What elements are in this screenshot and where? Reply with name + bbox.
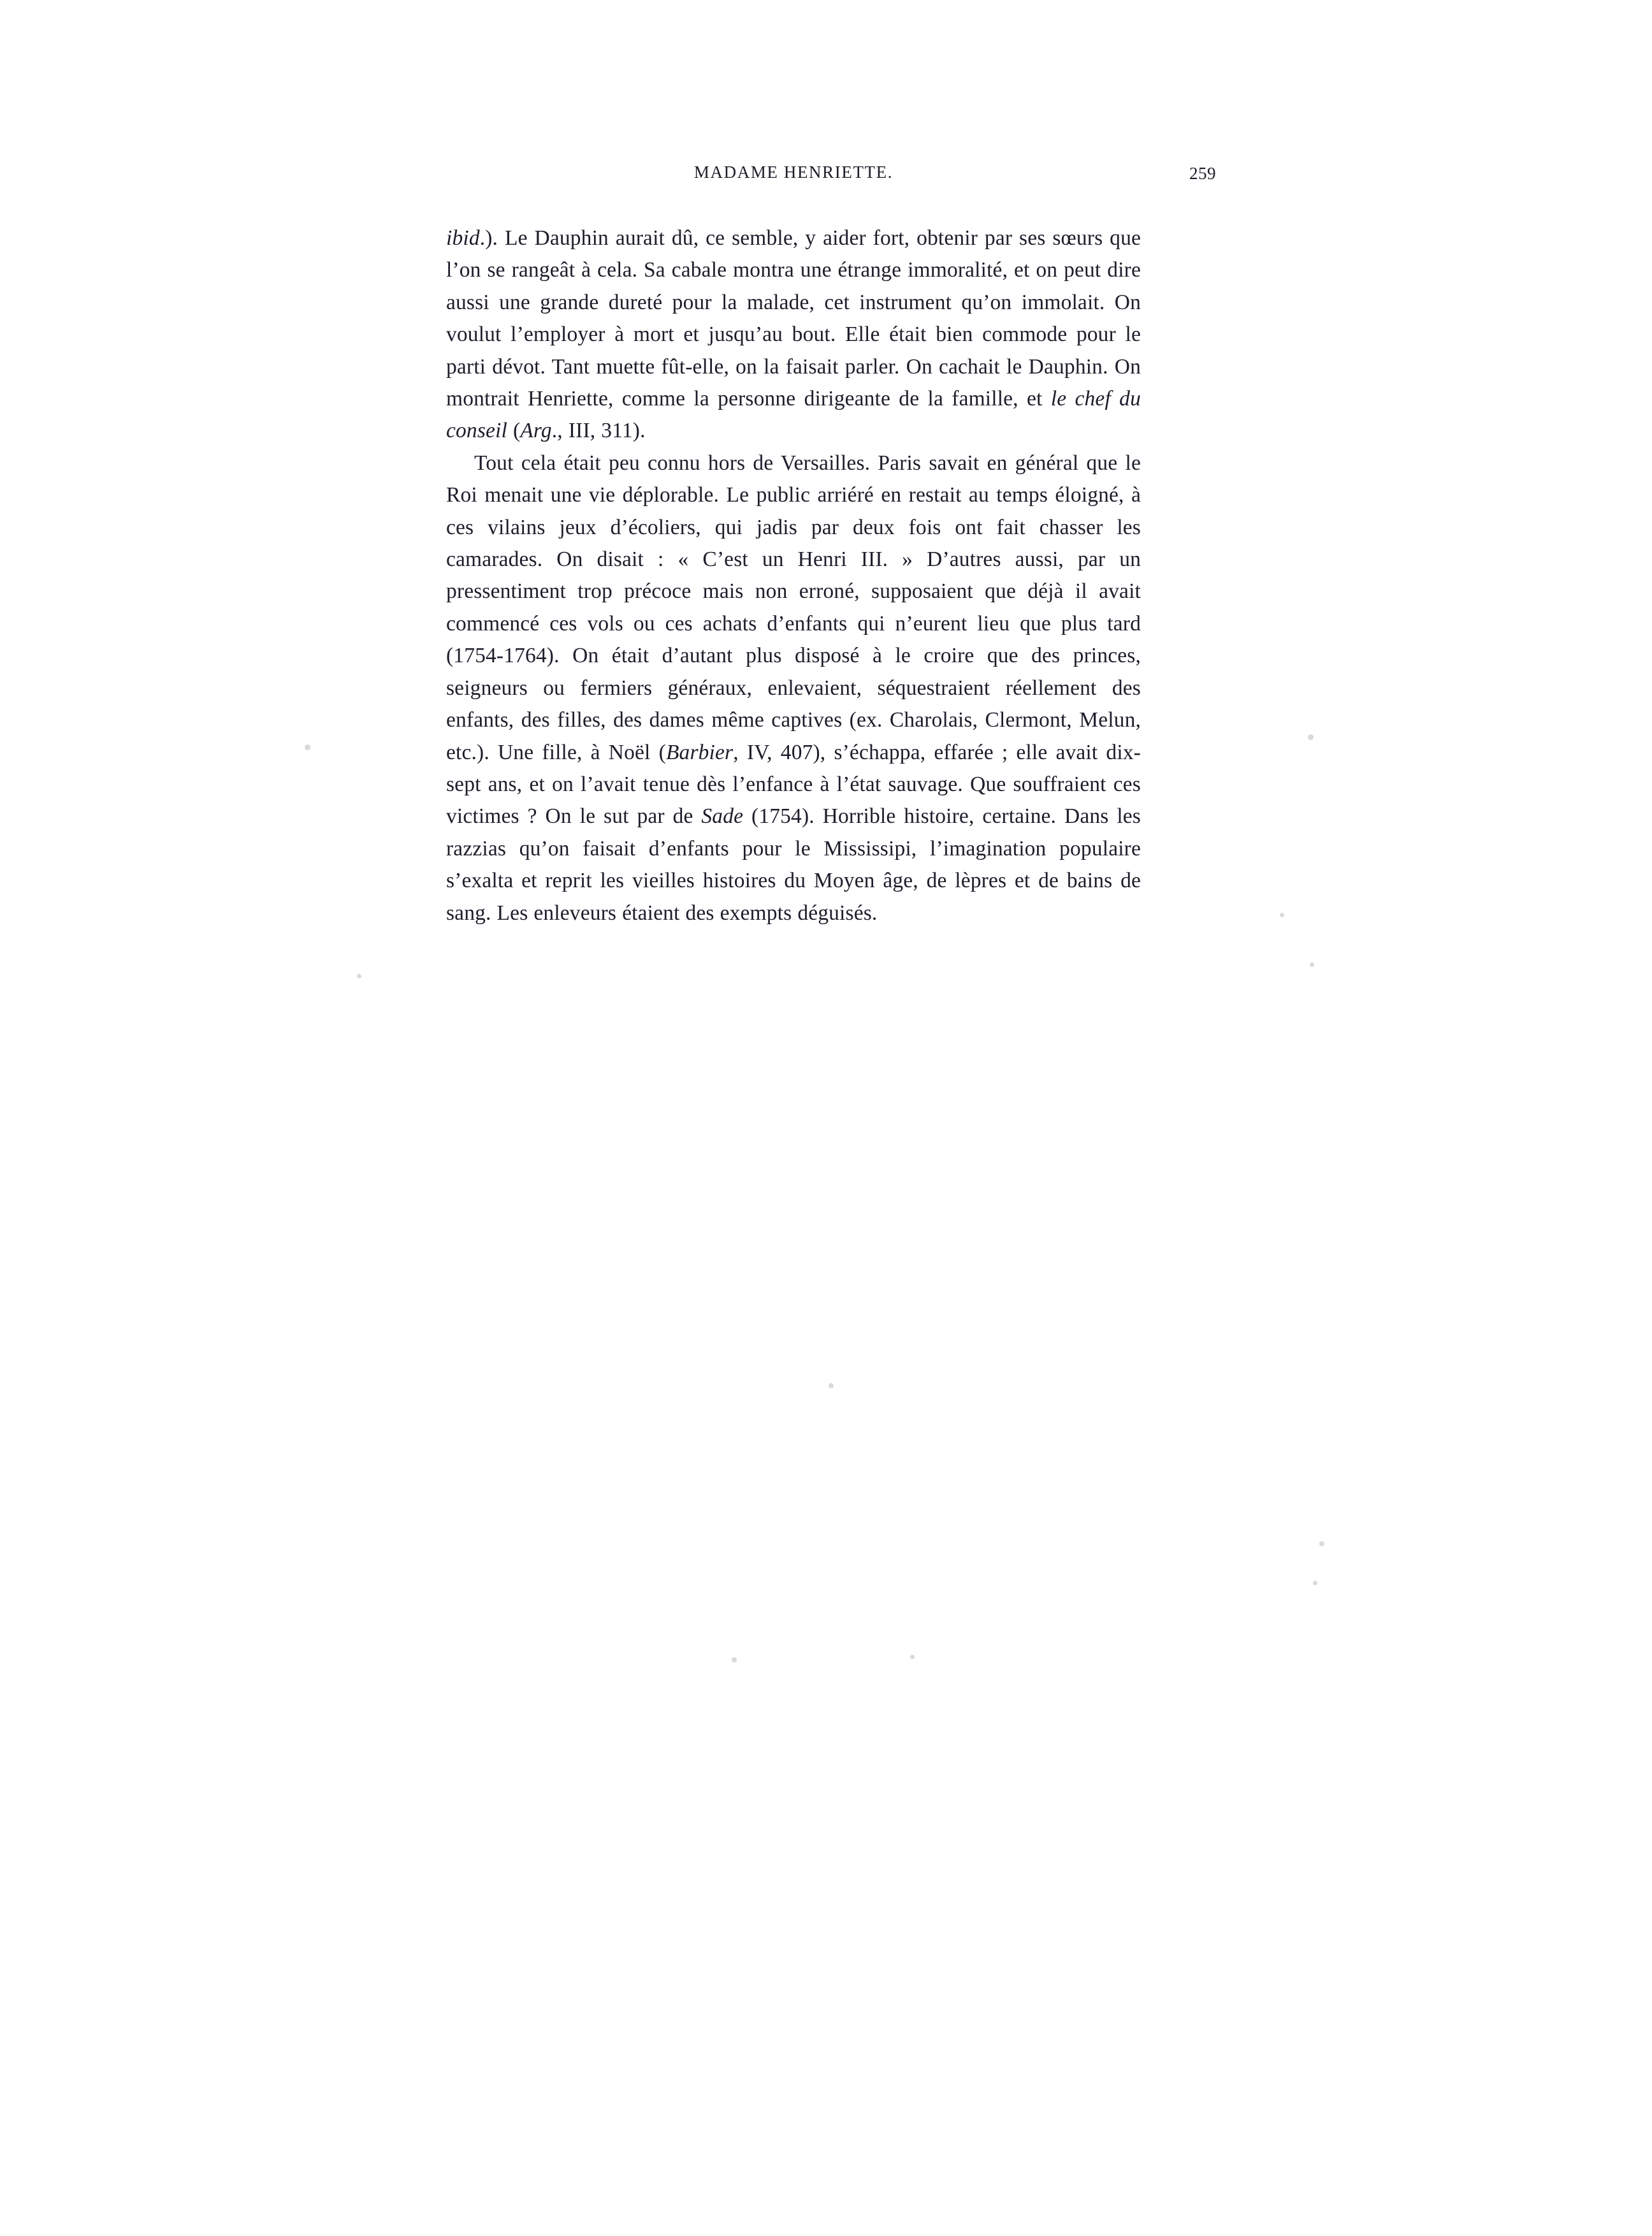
scan-speck [1310,962,1314,967]
scan-speck [1280,913,1284,917]
scan-speck [1308,734,1314,740]
scan-speck [1313,1581,1317,1585]
scan-speck [732,1657,737,1662]
page-header [446,163,1216,201]
paragraph-1: ibid.). Le Dauphin aurait dû, ce semble, y aider fort, obtenir par ses sœurs que l’on se rangeât à cela. Sa cabale montra une étrange immoralité, et on peut dire aussi une grande dureté pour la malade, cet instrument qu’on immolait. On voulut l’employer à mort et jusqu’au bout. Elle était bien commode pour le parti dévot. Tant muette fût-elle, on la faisait parler. On cachait le Dauphin. On montrait Henriette, comme la personne dirigeante de la famille, et le chef du conseil (Arg., III, 311). [446,226,1141,443]
running-head: MADAME HENRIETTE. [693,163,894,182]
italic-citation-ibid: ibid [446,226,480,250]
italic-phrase-le-chef-du-conseil: le chef du conseil [446,387,1141,443]
italic-citation-sade: Sade [701,804,744,829]
scan-speck [829,1383,834,1388]
text-column [446,163,1216,929]
italic-citation-barbier: Barbier [665,740,734,764]
italic-citation-arg: Arg [520,419,552,443]
paragraph-2: Tout cela était peu connu hors de Versailles. Paris savait en général que le Roi menait une vie déplorable. Le public arriéré en restait au temps éloigné, à ces vilains jeux d’écoliers, qui jadis par deux fois ont fait chasser les camarades. On disait : « C’est un Henri III. » D’autres aussi, par un pressentiment trop précoce mais non erroné, supposaient que déjà il avait commencé ces vols ou ces achats d’enfants qui n’eurent lieu que plus tard (1754-1764). On était d’autant plus disposé à le croire que des princes, seigneurs ou fermiers généraux, enlevaient, séquestraient réellement des enfants, des filles, des dames même captives (ex. Charolais, Clermont, Melun, etc.). Une fille, à Noël (Barbier, IV, 407), s’échappa, effarée ; elle avait dix-sept ans, et on l’avait tenue dès l’enfance à l’état sauvage. Que souffraient ces victimes ? On le sut par de Sade (1754). Horrible histoire, certaine. Dans les razzias qu’on faisait d’enfants pour le Mississipi, l’imagination populaire s’exalta et reprit les vieilles histoires du Moyen âge, de lèpres et de bains de sang. Les enleveurs étaient des exempts déguisés. [446,451,1141,925]
scan-speck [910,1655,915,1659]
scan-speck [305,744,310,750]
scan-speck [1319,1541,1324,1546]
page-number: 259 [1189,164,1216,183]
scan-speck [357,974,361,978]
